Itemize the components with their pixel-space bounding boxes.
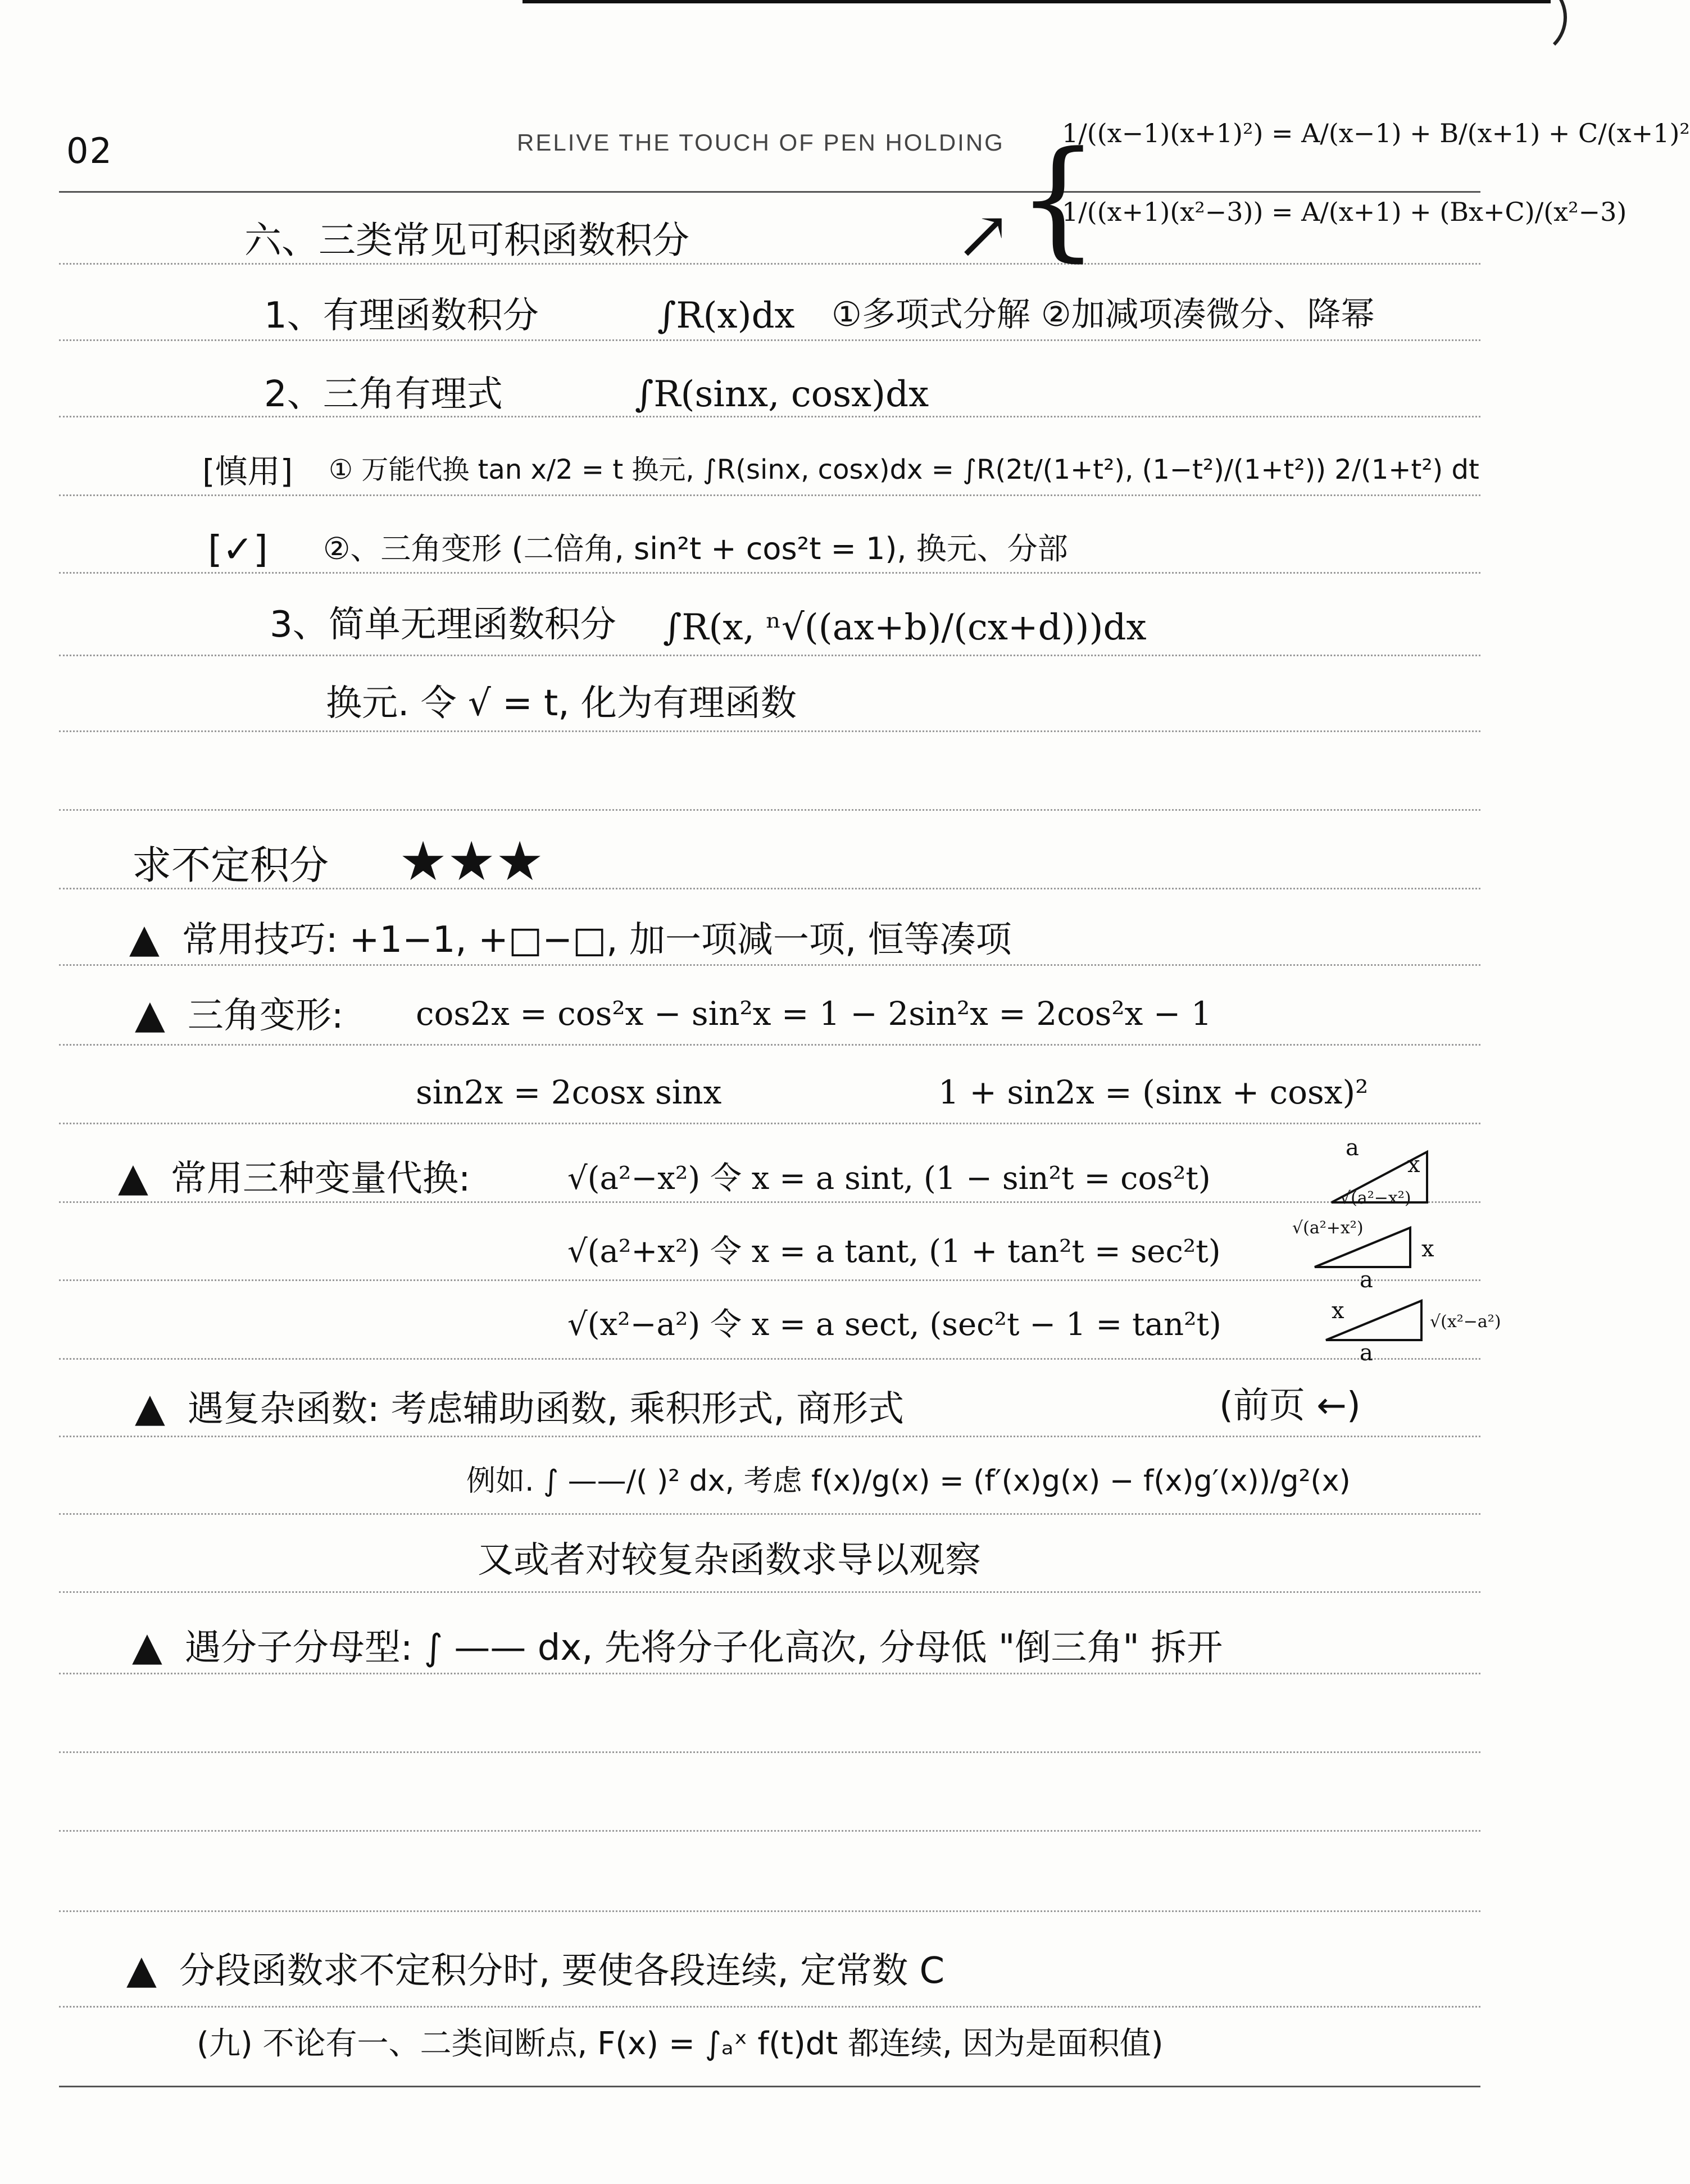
triangle-bullet-icon: ▲ xyxy=(135,991,165,1037)
ruled-line xyxy=(59,494,1480,496)
item-heading: 1、有理函数积分 xyxy=(264,295,539,337)
previous-page-note: (前页 ←) xyxy=(1219,1385,1361,1427)
ruled-line xyxy=(59,2006,1480,2008)
partial-fraction-row: 1/((x+1)(x²−3)) = A/(x+1) + (Bx+C)/(x²−3) xyxy=(1062,197,1627,227)
ruled-line xyxy=(59,730,1480,732)
ruled-line xyxy=(59,1830,1480,1832)
ruled-line xyxy=(59,1751,1480,1753)
top-edge-line xyxy=(523,0,1551,3)
page-corner xyxy=(1487,0,1567,57)
formula: ∫R(sinx, cosx)dx xyxy=(635,374,929,415)
triangle-bullet-icon: ▲ xyxy=(129,915,160,961)
trig-identity: cos2x = cos²x − sin²x = 1 − 2sin²x = 2cos²x − 1 xyxy=(416,995,1212,1033)
tips-line: 常用技巧: +1−1, +□−□, 加一项减一项, 恒等凑项 xyxy=(181,919,1012,961)
ruled-line xyxy=(59,1591,1480,1593)
ruled-line xyxy=(59,964,1480,966)
importance-stars xyxy=(393,830,544,893)
trig-transform: ②、三角变形 (二倍角, sin²t + cos²t = 1), 换元、分部 xyxy=(323,531,1068,566)
hook-arrow-icon: ↗ xyxy=(955,197,1012,275)
ruled-line xyxy=(59,1123,1480,1124)
recommended-tag: [✓] xyxy=(208,528,268,571)
fraction-type-line: 遇分子分母型: ∫ —— dx, 先将分子化高次, 分母低 "倒三角" 拆开 xyxy=(184,1627,1223,1669)
triangle-bullet-icon: ▲ xyxy=(132,1623,162,1669)
substitution-label: 常用三种变量代换: xyxy=(170,1158,471,1200)
substitution-rule: √(a²+x²) 令 x = a tant, (1 + tan²t = sec²t) xyxy=(567,1233,1221,1270)
method-list: ①多项式分解 ②加减项凑微分、降幂 xyxy=(832,295,1375,334)
notebook-brand: RELIVE THE TOUCH OF PEN HOLDING xyxy=(517,129,1005,156)
substitution-rule: √(x²−a²) 令 x = a sect, (sec²t − 1 = tan²t) xyxy=(567,1306,1221,1343)
ruled-line xyxy=(59,339,1480,341)
ruled-line xyxy=(59,1201,1480,1203)
observe-line: 又或者对较复杂函数求导以观察 xyxy=(478,1540,981,1581)
triangle-bullet-icon: ▲ xyxy=(126,1946,157,1992)
piecewise-line: 分段函数求不定积分时, 要使各段连续, 定常数 C xyxy=(179,1950,945,1992)
substitution-rule: √(a²−x²) 令 x = a sint, (1 − sin²t = cos²t) xyxy=(567,1160,1211,1197)
ruled-line xyxy=(59,655,1480,656)
triangle-label: x xyxy=(1421,1236,1434,1262)
ruled-line xyxy=(59,1910,1480,1912)
section-title: 六、三类常见可积函数积分 xyxy=(244,219,689,262)
ruled-line xyxy=(59,416,1480,417)
triangle-label: a xyxy=(1346,1135,1359,1161)
triangle-bullet-icon: ▲ xyxy=(135,1384,165,1431)
page-number: 02 xyxy=(66,130,113,171)
triangle-label: x xyxy=(1407,1152,1420,1178)
partial-fraction-row: 1/((x−1)(x+1)²) = A/(x−1) + B/(x+1) + C/(x+1)² xyxy=(1062,118,1690,148)
triangle-label: a xyxy=(1360,1267,1373,1293)
complex-function-line: 遇复杂函数: 考虑辅助函数, 乘积形式, 商形式 xyxy=(187,1388,905,1430)
item-heading: 3、简单无理函数积分 xyxy=(270,604,616,646)
triangle-label: √(a²+x²) xyxy=(1292,1218,1364,1238)
ruled-line xyxy=(59,809,1480,811)
ruled-line xyxy=(59,1044,1480,1046)
triangle-label: a xyxy=(1360,1340,1373,1366)
substitution-note: 换元. 令 √ = t, 化为有理函数 xyxy=(326,683,797,724)
ruled-line xyxy=(59,1673,1480,1674)
ruled-line xyxy=(59,572,1480,574)
ruled-line xyxy=(59,1279,1480,1281)
example-line: 例如. ∫ ——/( )² dx, 考虑 f(x)/g(x) = (f′(x)g(x) − f(x)g′(x))/g²(x) xyxy=(466,1464,1351,1498)
ruled-line xyxy=(59,1358,1480,1360)
ruled-line xyxy=(59,1436,1480,1437)
continuity-note: (九) 不论有一、二类间断点, F(x) = ∫ₐˣ f(t)dt 都连续, 因为是面积值) xyxy=(197,2026,1164,2062)
trig-identity: 1 + sin2x = (sinx + cosx)² xyxy=(938,1073,1369,1111)
triangle-label: x xyxy=(1332,1298,1344,1324)
partial-fraction-block xyxy=(955,101,1690,275)
formula: ∫R(x)dx xyxy=(657,295,795,337)
formula: ∫R(x, ⁿ√((ax+b)/(cx+d)))dx xyxy=(663,607,1147,648)
ruled-line xyxy=(59,1513,1480,1515)
triangle-label: √(x²−a²) xyxy=(1430,1312,1501,1332)
trig-identity: sin2x = 2cosx sinx xyxy=(416,1073,722,1111)
triangle-label: √(a²−x²) xyxy=(1340,1188,1411,1208)
bottom-rule xyxy=(59,2086,1480,2087)
item-heading: 2、三角有理式 xyxy=(264,374,503,415)
star-icon: ★★★ xyxy=(399,830,544,893)
triangle-bullet-icon: ▲ xyxy=(118,1154,148,1200)
indefinite-title: 求不定积分 xyxy=(132,842,329,888)
trig-label: 三角变形: xyxy=(187,995,344,1037)
universal-substitution: ① 万能代换 tan x/2 = t 换元, ∫R(sinx, cosx)dx = ∫R(2t/(1+t²), (1−t²)/(1+t²)) 2/(1+t²) dt xyxy=(329,454,1479,485)
caution-tag: [慎用] xyxy=(202,452,293,491)
brace-icon: { xyxy=(1017,124,1100,274)
